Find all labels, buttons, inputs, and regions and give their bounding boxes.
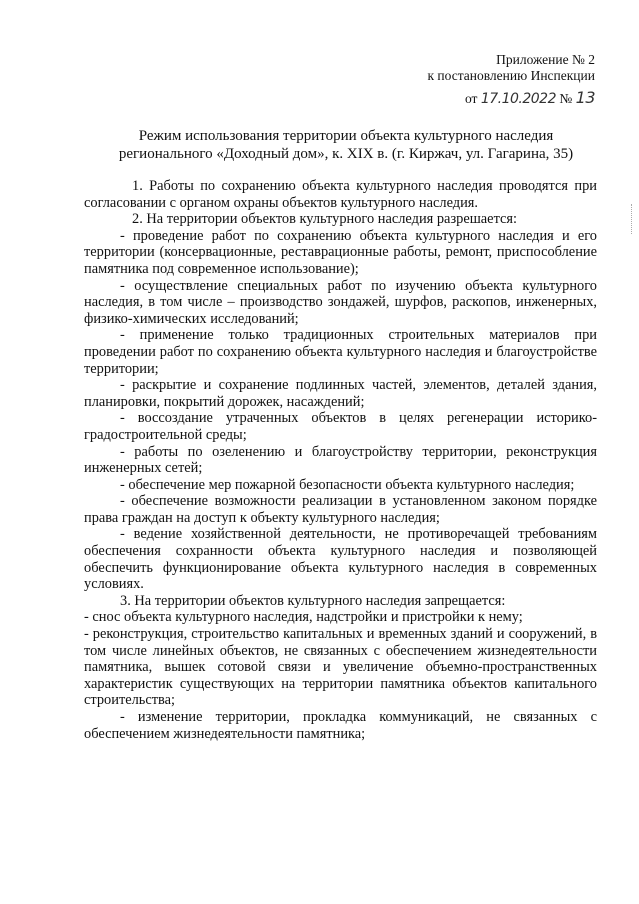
document-title	[86, 127, 606, 163]
paragraph: 1. Работы по сохранению объекта культурного наследия проводятся при согласовании с органом охраны объектов культурного наследия.	[84, 178, 597, 211]
handwritten-number: 13	[575, 88, 595, 107]
paragraph: - воссоздание утраченных объектов в целях регенерации историко-градостроительной среды;	[84, 410, 597, 443]
title-line-1: Режим использования территории объекта культурного наследия	[138, 128, 554, 144]
number-prefix: №	[559, 91, 573, 106]
appendix-number: Приложение № 2	[496, 52, 595, 67]
handwritten-date: 17.10.2022	[480, 91, 556, 107]
date-number-line	[465, 88, 595, 107]
paragraph: 3. На территории объектов культурного наследия запрещается:	[120, 592, 506, 609]
paragraph: - работы по озеленению и благоустройству территории, реконструкция инженерных сетей;	[84, 443, 597, 477]
paragraph: - реконструкция, строительство капитальных и временных зданий и сооружений, в том числе линейных объектов, не связанных с обеспечением жизнедеятельности памятника, вышек сотовой связи и увеличение объемно-пространственных характеристик существующих на территории памятника объектов капитального строительства;	[84, 626, 597, 709]
paragraph: - ведение хозяйственной деятельности, не противоречащей требованиям обеспечения сохранности объекта культурного наследия и позволяющей обеспечить функционирование объекта культурного наследия в современных условиях.	[84, 526, 597, 593]
paragraph: - проведение работ по сохранению объекта культурного наследия и его территории (консервационные, реставрационные работы, ремонт, приспособление памятника под современное использование);	[84, 227, 597, 277]
paragraph: - осуществление специальных работ по изучению объекта культурного наследия, в том числе – производство зондажей, шурфов, раскопов, инженерных, физико-химических исследований;	[84, 277, 597, 327]
paragraph: - изменение территории, прокладка коммуникаций, не связанных с обеспечением жизнедеятельности памятника;	[84, 709, 597, 742]
paragraph: - обеспечение возможности реализации в установленном законом порядке права граждан на доступ к объекту культурного наследия;	[84, 493, 597, 526]
paragraph: - применение только традиционных строительных материалов при проведении работ по сохранению объекта культурного наследия и благоустройстве территории;	[84, 327, 597, 377]
paragraph: - раскрытие и сохранение подлинных частей, элементов, деталей здания, планировки, покрытий дорожек, насаждений;	[84, 377, 597, 410]
scan-margin-mark	[631, 204, 635, 234]
document-body	[84, 178, 597, 742]
paragraph: 2. На территории объектов культурного наследия разрешается:	[132, 211, 518, 228]
appendix-reference: к постановлению Инспекции	[427, 68, 595, 83]
title-line-2: регионального «Доходный дом», к. XIX в. (г. Киржач, ул. Гагарина, 35)	[118, 146, 574, 162]
date-prefix: от	[464, 91, 478, 106]
paragraph: - снос объекта культурного наследия, надстройки и пристройки к нему;	[84, 609, 523, 626]
paragraph: - обеспечение мер пожарной безопасности объекта культурного наследия;	[120, 476, 575, 493]
appendix-header	[427, 52, 595, 84]
